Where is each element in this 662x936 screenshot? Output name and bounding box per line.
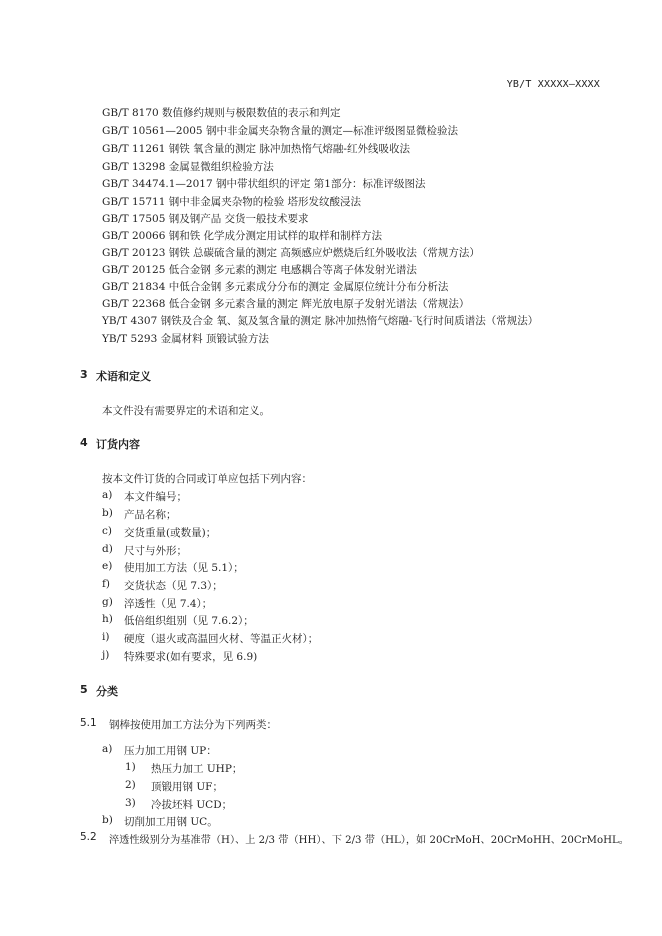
document-code: YB/T XXXXX—XXXX (506, 79, 600, 90)
section-5-title: 分类 (96, 685, 118, 698)
standard-ref: GB/T 8170 数值修约规则与极限数值的表示和判定 (102, 107, 341, 119)
list-item-label: a) (102, 743, 113, 755)
list-item-label: f) (102, 578, 110, 590)
list-item-label: b) (102, 507, 113, 519)
standard-ref: YB/T 5293 金属材料 顶锻试验方法 (102, 333, 269, 345)
section-4-title: 订货内容 (96, 438, 140, 451)
list-item: 硬度（退火或高温回火材、等温正火材）； (124, 633, 319, 645)
standard-ref: GB/T 34474.1—2017 钢中带状组织的评定 第1部分：标准评级图法 (102, 178, 426, 190)
standard-ref: GB/T 15711 钢中非金属夹杂物的检验 塔形发纹酸浸法 (102, 196, 362, 208)
section-3-text: 本文件没有需要界定的术语和定义。 (102, 405, 270, 417)
section-4-number: 4 (80, 436, 88, 449)
list-item-label: b) (102, 814, 113, 826)
standard-ref: GB/T 22368 低合金钢 多元素含量的测定 辉光放电原子发射光谱法（常规法） (102, 298, 470, 310)
standard-ref: GB/T 20066 钢和铁 化学成分测定用试样的取样和制样方法 (102, 230, 383, 242)
standard-ref: GB/T 11261 钢铁 氧含量的测定 脉冲加热惰气熔融-红外线吸收法 (102, 143, 410, 155)
sub-list-item-label: 2) (125, 779, 136, 791)
subsection-5-2-text: 淬透性级别分为基准带（H）、上 2/3 带（HH）、下 2/3 带（HL），如 20CrMoH、20CrMoHH、20CrMoHL。 (109, 835, 629, 846)
subsection-5-2-number: 5.2 (80, 831, 97, 843)
list-item: 切削加工用钢 UC。 (124, 816, 218, 828)
standard-ref: GB/T 17505 钢及钢产品 交货一般技术要求 (102, 213, 309, 225)
section-3-title: 术语和定义 (96, 370, 151, 383)
sub-list-item: 冷拔坯料 UCD； (151, 799, 233, 811)
subsection-5-1-text: 钢棒按使用加工方法分为下列两类： (109, 719, 277, 731)
sub-list-item: 顶锻用钢 UF； (151, 781, 223, 793)
section-5-number: 5 (80, 683, 88, 696)
list-item: 交货状态（见 7.3）； (124, 580, 223, 592)
section-3-number: 3 (80, 368, 88, 381)
sub-list-item-label: 3) (125, 797, 136, 809)
sub-list-item: 热压力加工 UHP； (151, 763, 243, 775)
list-item-label: a) (102, 489, 113, 501)
list-item: 尺寸与外形； (124, 545, 187, 557)
standard-ref: GB/T 13298 金属显微组织检验方法 (102, 161, 274, 173)
standard-ref: GB/T 20123 钢铁 总碳硫含量的测定 高频感应炉燃烧后红外吸收法（常规方法） (102, 247, 480, 259)
list-item: 低倍组织组别（见 7.6.2）； (124, 615, 254, 627)
list-item: 淬透性（见 7.4）； (124, 598, 213, 610)
standard-ref: GB/T 20125 低合金钢 多元素的测定 电感耦合等离子体发射光谱法 (102, 264, 417, 276)
section-4-intro: 按本文件订货的合同或订单应包括下列内容： (102, 473, 312, 485)
list-item-label: e) (102, 560, 113, 572)
list-item-label: d) (102, 543, 113, 555)
list-item-label: h) (102, 613, 113, 625)
list-item: 压力加工用钢 UP： (124, 745, 217, 757)
list-item: 产品名称； (124, 509, 177, 521)
list-item: 本文件编号； (124, 491, 187, 503)
subsection-5-1-number: 5.1 (80, 717, 97, 729)
list-item-label: c) (102, 525, 112, 537)
list-item-label: j) (102, 649, 110, 661)
list-item-label: g) (102, 596, 113, 608)
list-item: 使用加工方法（见 5.1）； (124, 562, 244, 574)
standard-ref: YB/T 4307 钢铁及合金 氧、氮及氢含量的测定 脉冲加热惰气熔融-飞行时间质谱法（常规法） (102, 315, 539, 327)
list-item-label: i) (102, 631, 110, 643)
standard-ref: GB/T 21834 中低合金钢 多元素成分分布的测定 金属原位统计分布分析法 (102, 281, 449, 293)
standard-ref: GB/T 10561—2005 钢中非金属夹杂物含量的测定—标准评级图显微检验法 (102, 125, 458, 137)
list-item: 特殊要求(如有要求，见 6.9) (124, 651, 258, 663)
sub-list-item-label: 1) (125, 761, 136, 773)
list-item: 交货重量(或数量)； (124, 527, 217, 539)
